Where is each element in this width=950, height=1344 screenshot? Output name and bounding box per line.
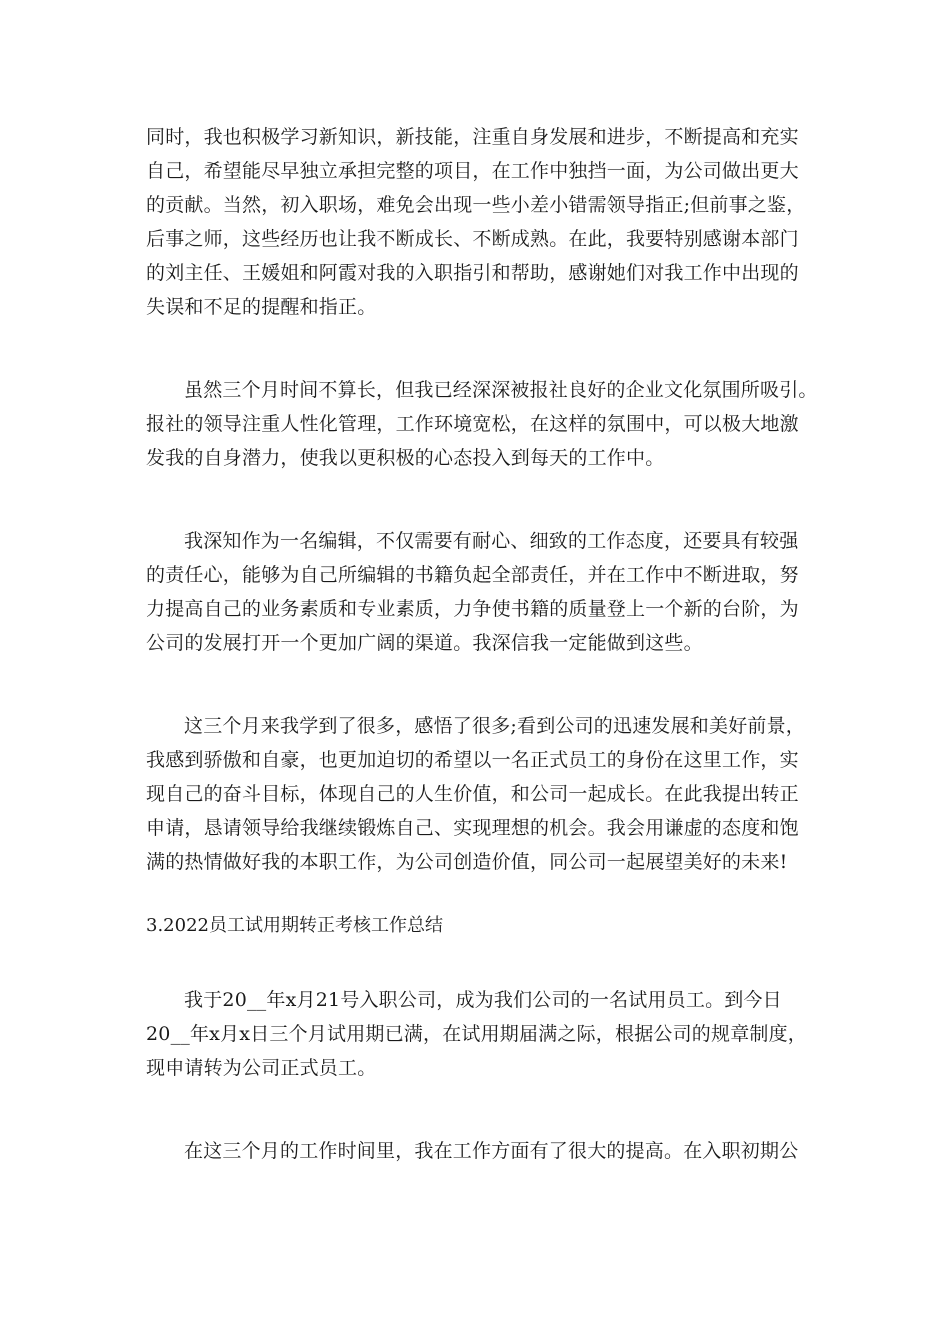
paragraph-spacer — [146, 879, 806, 909]
text-line: 我深知作为一名编辑，不仅需要有耐心、细致的工作态度，还要具有较强 — [184, 530, 799, 552]
section-heading: 3.2022员工试用期转正考核工作总结 — [146, 915, 443, 936]
paragraph-2 — [146, 373, 818, 475]
paragraph-spacer — [146, 475, 806, 524]
text-line: 同时，我也积极学习新知识，新技能，注重自身发展和进步，不断提高和充实 — [146, 126, 799, 148]
text-line: 发我的自身潜力，使我以更积极的心态投入到每天的工作中。 — [146, 447, 665, 469]
paragraph-3 — [146, 524, 806, 660]
text-line: 报社的领导注重人性化管理，工作环境宽松，在这样的氛围中，可以极大地激 — [146, 413, 799, 435]
text-line: 申请，恳请领导给我继续锻炼自己、实现理想的机会。我会用谦虚的态度和饱 — [146, 817, 799, 839]
text-line: 公司的发展打开一个更加广阔的渠道。我深信我一定能做到这些。 — [146, 632, 703, 654]
paragraph-5 — [146, 983, 806, 1085]
text-line: 我感到骄傲和自豪，也更加迫切的希望以一名正式员工的身份在这里工作，实 — [146, 749, 799, 771]
text-line: 的刘主任、王媛姐和阿霞对我的入职指引和帮助，感谢她们对我工作中出现的 — [146, 262, 799, 284]
paragraph-4 — [146, 709, 806, 879]
text-line: 这三个月来我学到了很多，感悟了很多;看到公司的迅速发展和美好前景， — [184, 715, 806, 737]
text-line: 虽然三个月时间不算长，但我已经深深被报社良好的企业文化氛围所吸引。 — [184, 379, 818, 401]
paragraph-6 — [146, 1134, 806, 1168]
text-line: 失误和不足的提醒和指正。 — [146, 296, 377, 318]
text-line: 在这三个月的工作时间里，我在工作方面有了很大的提高。在入职初期公 — [184, 1140, 799, 1162]
paragraph-spacer — [146, 660, 806, 709]
text-line: 20__年x月x日三个月试用期已满，在试用期届满之际，根据公司的规章制度， — [146, 1023, 808, 1045]
paragraph-1 — [146, 120, 806, 324]
text-line: 现自己的奋斗目标，体现自己的人生价值，和公司一起成长。在此我提出转正 — [146, 783, 799, 805]
text-line: 的贡献。当然，初入职场，难免会出现一些小差小错需领导指正;但前事之鉴， — [146, 194, 806, 216]
paragraph-spacer — [146, 1085, 806, 1134]
text-line: 满的热情做好我的本职工作，为公司创造价值，同公司一起展望美好的未来! — [146, 851, 788, 873]
text-line: 我于20__年x月21号入职公司，成为我们公司的一名试用员工。到今日 — [184, 989, 782, 1011]
paragraph-spacer — [146, 943, 806, 983]
paragraph-spacer — [146, 324, 806, 373]
text-line: 现申请转为公司正式员工。 — [146, 1057, 377, 1079]
text-line: 后事之师，这些经历也让我不断成长、不断成熟。在此，我要特别感谢本部门 — [146, 228, 799, 250]
text-line: 的责任心，能够为自己所编辑的书籍负起全部责任，并在工作中不断进取，努 — [146, 564, 799, 586]
text-line: 力提高自己的业务素质和专业素质，力争使书籍的质量登上一个新的台阶，为 — [146, 598, 799, 620]
text-line: 自己，希望能尽早独立承担完整的项目，在工作中独挡一面，为公司做出更大 — [146, 160, 799, 182]
document-page — [146, 120, 818, 1168]
